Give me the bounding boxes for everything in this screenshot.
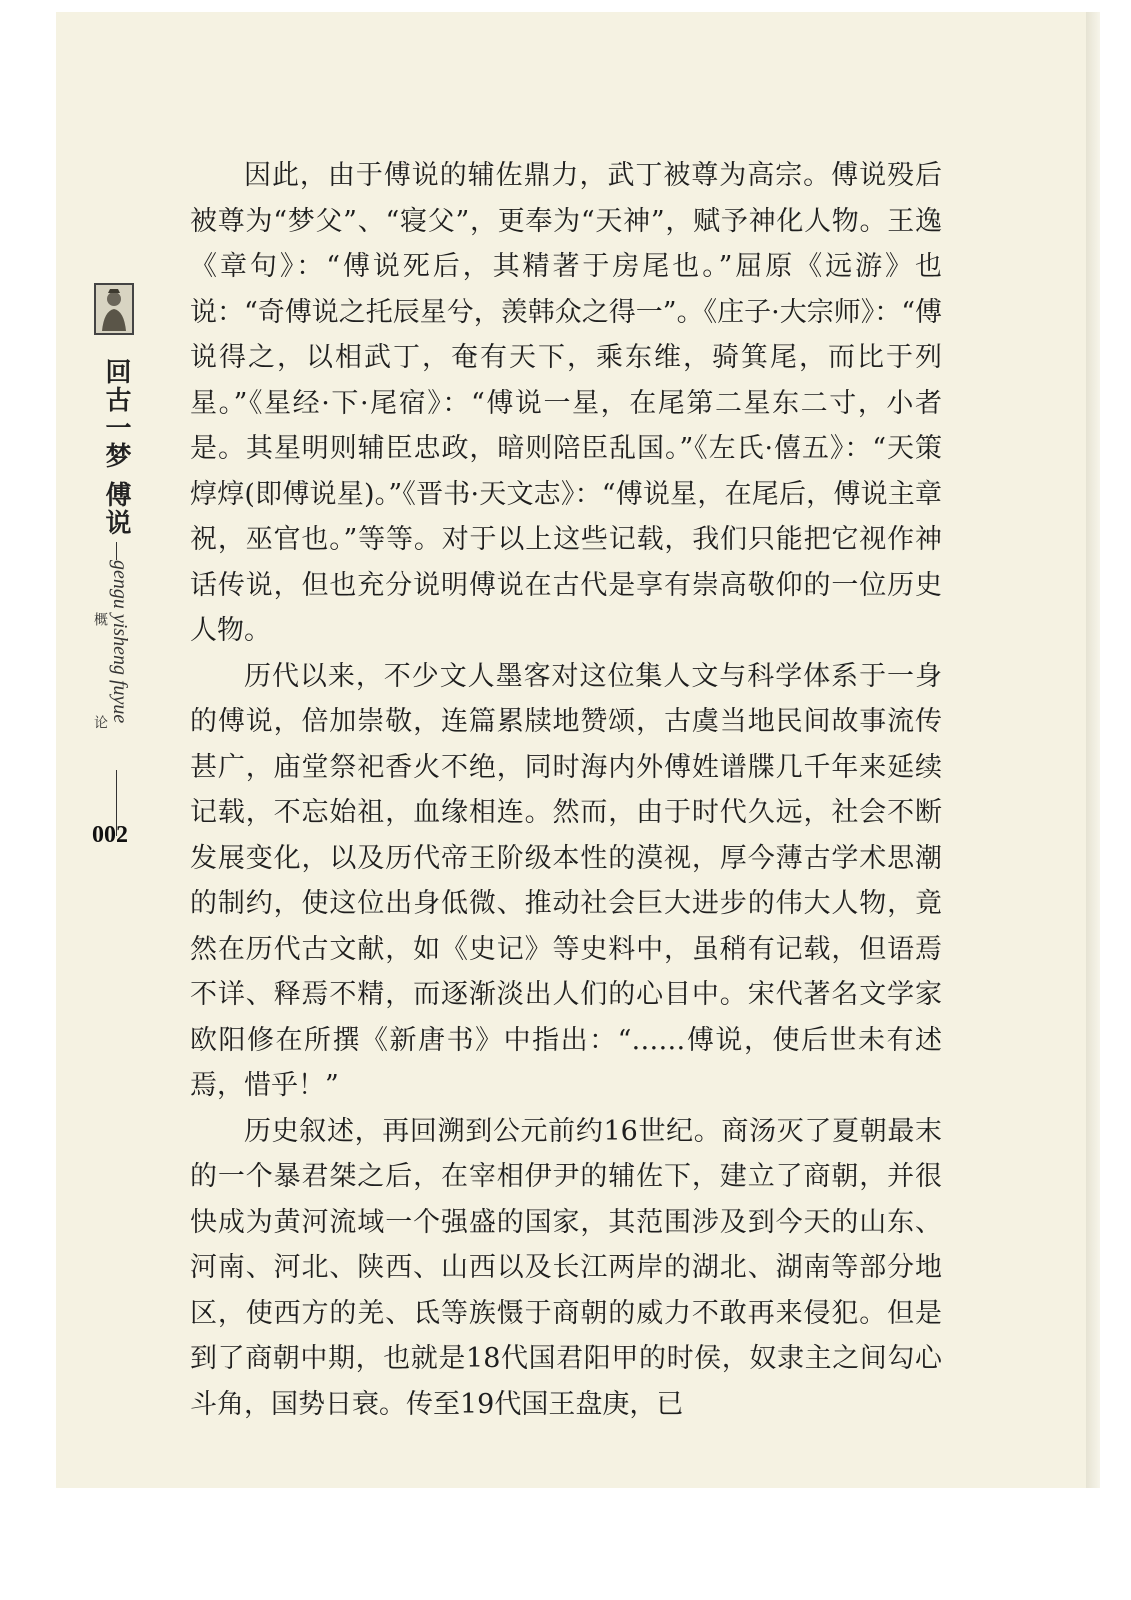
page-edge-shadow	[1086, 12, 1100, 1488]
section-label-char-1: 概	[92, 612, 108, 626]
page-number: 002	[92, 822, 128, 848]
body-text	[190, 153, 942, 1427]
series-title	[94, 354, 138, 542]
pinyin-subtitle: gengu yisheng fuyue	[106, 560, 134, 770]
paragraph: 历史叙述，再回溯到公元前约16世纪。商汤灭了夏朝最末的一个暴君桀之后，在宰相伊尹的辅佐下，建立了商朝，并很快成为黄河流域一个强盛的国家，其范围涉及到今天的山东、河南、河北、陕西、山西以及长江两岸的湖北、湖南等部分地区，使西方的羌、氐等族慑于商朝的威力不敢再来侵犯。但是到了商朝中期，也就是18代国君阳甲的时侯，奴隶主之间勾心斗角，国势日衰。传至19代国王盘庚，已	[190, 1115, 942, 1420]
book-title-text: 傅说	[101, 481, 131, 538]
paragraph: 历代以来，不少文人墨客对这位集人文与科学体系于一身的傅说，倍加崇敬，连篇累牍地赞颂，古虞当地民间故事流传甚广，庙堂祭祀香火不绝，同时海内外傅姓谱牒几千年来延续记载，不忘始祖，血缘相连。然而，由于时代久远，社会不断发展变化，以及历代帝王阶级本性的漠视，厚今薄古学术思潮的制约，使这位出身低微、推动社会巨大进步的伟大人物，竟然在历代古文献，如《史记》等史料中，虽稍有记载，但语焉不详、释焉不精，而逐渐淡出人们的心目中。宋代著名文学家欧阳修在所撰《新唐书》中指出：“……傅说，使后世未有述焉，惜乎！”	[190, 660, 942, 1101]
scholar-portrait-icon	[94, 283, 134, 335]
paragraph: 因此，由于傅说的辅佐鼎力，武丁被尊为高宗。傅说殁后被尊为“梦父”、“寝父”，更奉为“天神”，赋予神化人物。王逸《章句》：“傅说死后，其精著于房尾也。”屈原《远游》也说：“奇傅说之托辰星兮，羡韩众之得一”。《庄子·大宗师》：“傅说得之，以相武丁，奄有天下，乘东维，骑箕尾，而比于列星。”《星经·下·尾宿》：“傅说一星，在尾第二星东二寸，小者是。其星明则辅臣忠政，暗则陪臣乱国。”《左氏·僖五》：“天策 焞焞(即傅说星)。”《晋书·天文志》：“傅说星，在尾后，傅说主章祝，巫官也。”等等。对于以上这些记载，我们只能把它视作神话传说，但也充分说明傅说在古代是享有崇高敬仰的一位历史人物。	[190, 160, 942, 646]
section-label-char-2: 论	[92, 715, 108, 729]
series-title-text: 回古一梦	[101, 358, 131, 471]
